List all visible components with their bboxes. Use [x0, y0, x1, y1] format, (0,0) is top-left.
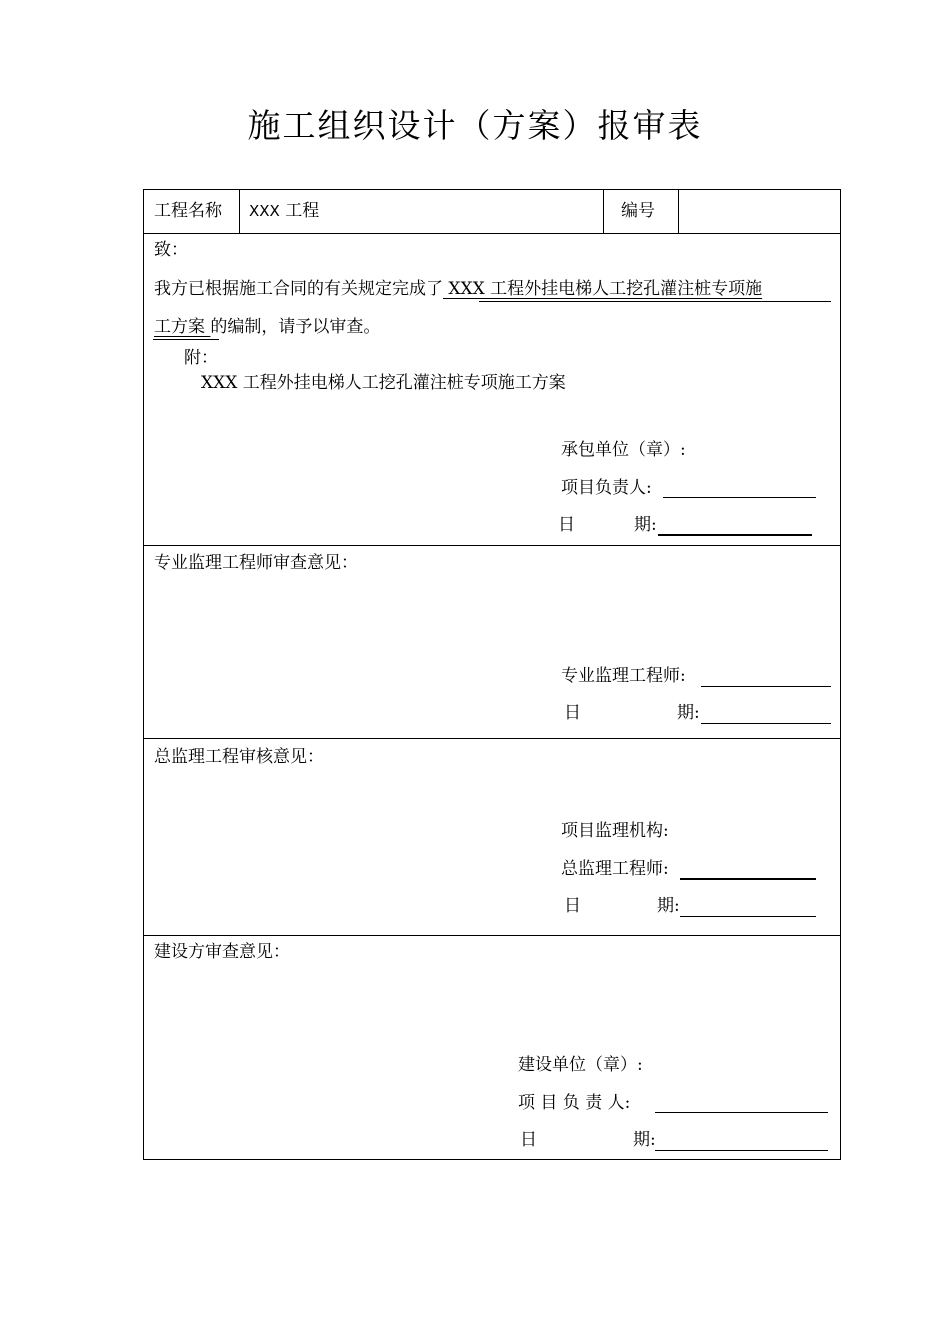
- column-divider: [678, 190, 679, 233]
- project-manager-signature-line[interactable]: [663, 497, 816, 498]
- project-manager-label: 项目负责人:: [561, 478, 652, 498]
- owner-manager-signature-line[interactable]: [655, 1112, 828, 1113]
- specialist-date-line[interactable]: [701, 723, 831, 724]
- owner-date-label-1: 日: [520, 1130, 537, 1150]
- contractor-date-line[interactable]: [658, 534, 812, 536]
- specialist-review-heading: 专业监理工程师审查意见：: [154, 553, 358, 573]
- specialist-engineer-label: 专业监理工程师:: [561, 666, 686, 686]
- project-name-suffix: 工程: [285, 201, 320, 221]
- attachment-item: XXX 工程外挂电梯人工挖孔灌注桩专项施工方案: [201, 373, 566, 393]
- addressee-label: 致：: [154, 240, 188, 260]
- contractor-unit-label: 承包单位（章）:: [561, 440, 686, 460]
- specialist-date-label-2: 期:: [677, 703, 700, 723]
- specialist-date-label-1: 日: [564, 703, 581, 723]
- attachment-label: 附：: [184, 348, 218, 368]
- chief-date-label-1: 日: [564, 896, 581, 916]
- statement-subject-underline: [479, 301, 831, 302]
- owner-unit-label: 建设单位（章）:: [518, 1055, 643, 1075]
- statement-subject-1: XXX 工程外挂电梯人工挖孔灌注桩专项施: [443, 279, 763, 299]
- contractor-date-label-2: 期:: [634, 515, 657, 535]
- project-name-value[interactable]: [249, 201, 319, 221]
- contractor-date-label-1: 日: [558, 515, 575, 535]
- specialist-engineer-signature-line[interactable]: [701, 686, 831, 687]
- owner-date-label-2: 期:: [633, 1130, 656, 1150]
- statement-subject-2: 工方案: [154, 317, 211, 337]
- row-divider: [144, 233, 840, 234]
- statement-line-2: [154, 317, 380, 337]
- owner-review-heading: 建设方审查意见：: [154, 942, 290, 962]
- column-divider: [603, 190, 604, 233]
- project-name-label: 工程名称: [154, 201, 222, 221]
- chief-review-heading: 总监理工程审核意见：: [154, 747, 324, 767]
- review-form-table: [143, 189, 841, 1160]
- chief-engineer-signature-line[interactable]: [680, 878, 816, 880]
- statement-subject-underline-2: [153, 339, 219, 340]
- chief-date-label-2: 期:: [657, 896, 680, 916]
- statement-suffix: 的编制，请予以审查。: [210, 317, 381, 337]
- supervision-agency-label: 项目监理机构:: [561, 821, 669, 841]
- owner-manager-label: 项 目 负 责 人:: [518, 1093, 631, 1113]
- number-label: 编号: [621, 201, 655, 221]
- chief-date-line[interactable]: [680, 916, 816, 917]
- chief-engineer-label: 总监理工程师:: [561, 859, 669, 879]
- owner-date-line[interactable]: [655, 1150, 828, 1151]
- row-divider: [144, 545, 840, 546]
- statement-prefix: 我方已根据施工合同的有关规定完成了: [154, 279, 443, 299]
- project-name-code: XXX: [249, 202, 280, 220]
- form-title: 施工组织设计（方案）报审表: [247, 106, 703, 145]
- column-divider: [239, 190, 240, 233]
- row-divider: [144, 935, 840, 936]
- row-divider: [144, 738, 840, 739]
- statement-line-1: [154, 279, 762, 299]
